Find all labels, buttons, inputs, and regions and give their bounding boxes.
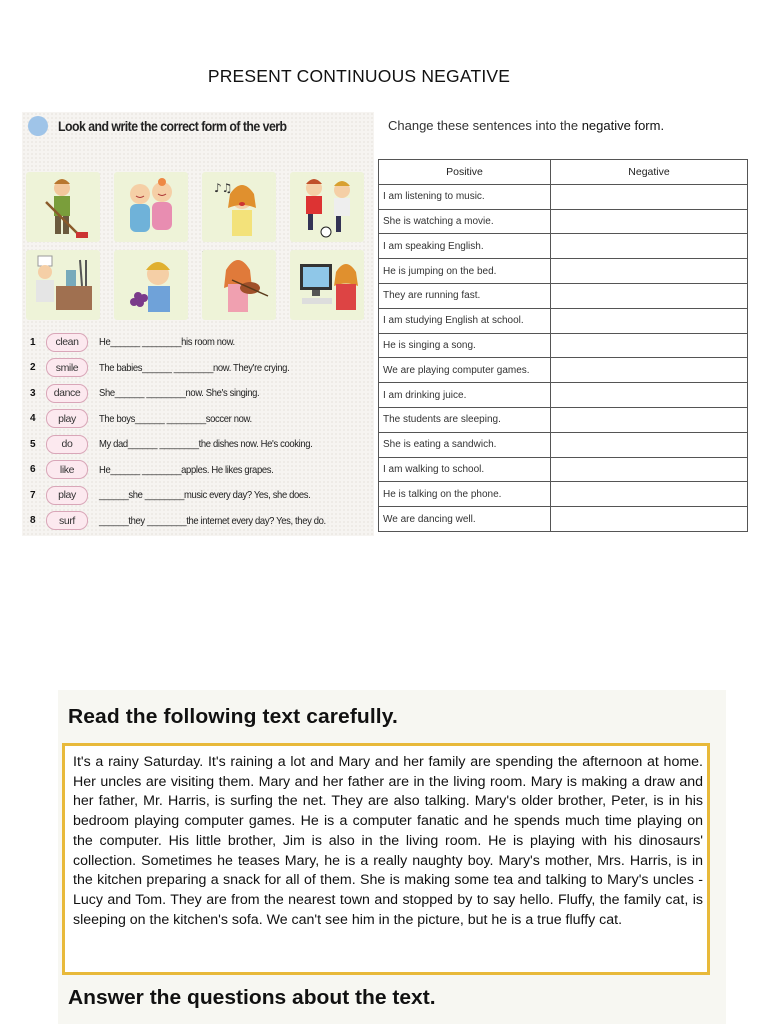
list-item: 1 clean He______ ________his room now.: [22, 332, 374, 352]
column-header-negative: Negative: [551, 160, 748, 185]
table-row: [379, 333, 748, 358]
exercise-sentence: He______ ________apples. He likes grapes.: [99, 463, 274, 476]
table-row: [379, 234, 748, 259]
picture-girl-singing: [202, 172, 276, 242]
list-item: 4 play The boys______ ________soccer now.: [22, 409, 374, 429]
table-row: [379, 457, 748, 482]
exercise-sentence: He______ ________his room now.: [99, 336, 235, 348]
verb-pill: play: [46, 486, 88, 505]
positive-cell: She is watching a movie.: [379, 209, 551, 234]
exercise-sentence: ______they ________the internet every day? Yes, they do.: [99, 514, 326, 527]
table-row: [379, 283, 748, 308]
exercise-sentence: The boys______ ________soccer now.: [99, 412, 252, 425]
table-instruction-emphasis: negative form.: [581, 118, 665, 133]
exercise-sentence: ______she ________music every day? Yes, she does.: [99, 489, 311, 501]
positive-cell: He is talking on the phone.: [379, 482, 551, 507]
positive-cell: I am speaking English.: [379, 234, 551, 259]
negative-answer-cell[interactable]: [551, 308, 748, 333]
table-row: [379, 432, 748, 457]
negative-answer-cell[interactable]: [551, 507, 748, 532]
table-row: [379, 209, 748, 234]
verb-pill: like: [46, 460, 88, 479]
svg-text:♪♫: ♪♫: [214, 181, 233, 195]
negative-answer-cell[interactable]: [551, 234, 748, 259]
picture-babies-crying: [114, 172, 188, 242]
negative-answer-cell[interactable]: [551, 333, 748, 358]
negative-answer-cell[interactable]: [551, 457, 748, 482]
exercise-sentence: My dad______ ________the dishes now. He's cooking.: [99, 438, 313, 450]
exercise-header: [28, 114, 318, 138]
table-row: [379, 383, 748, 408]
list-item: 6 like He______ ________apples. He likes grapes.: [22, 460, 374, 480]
table-row: [379, 407, 748, 432]
negative-answer-cell[interactable]: [551, 209, 748, 234]
picture-girl-violin: [202, 250, 276, 320]
positive-cell: We are dancing well.: [379, 507, 551, 532]
positive-cell: I am walking to school.: [379, 457, 551, 482]
verb-pill: play: [46, 409, 88, 428]
table-row: [379, 482, 748, 507]
column-header-positive: Positive: [379, 160, 551, 185]
reading-passage: It's a rainy Saturday. It's raining a lot and Mary and her family are spending the afternoon at home. Her uncles are visiting them. Mary and her father are in the living room. Mary is making a draw and her father, Mr. Harris, is surfing the net. They are also talking. Mary's older brother, Peter, is in his bedroom playing computer games. He is a computer fanatic and he spends much time playing on the computer. His little brother, Jim is also in the living room. He is playing with his dinosaurs' collection. Sometimes he teases Mary, he is a really naughty boy. Mary's mother, Mrs. Harris, is in the kitchen preparing a snack for all of them. She is making some tea and talking to Mary's uncles - Lucy and Tom. They are from the nearest town and stopped by to say hello. Fluffy, the family cat, is sleeping on the kitchen's sofa. We can't see him in the picture, but he is a true fluffy cat.: [73, 754, 703, 928]
verb-pill: do: [46, 435, 88, 454]
verb-pill: surf: [46, 511, 88, 530]
positive-cell: We are playing computer games.: [379, 358, 551, 383]
negative-answer-cell[interactable]: [551, 358, 748, 383]
negative-answer-cell[interactable]: [551, 407, 748, 432]
table-row: [379, 259, 748, 284]
verb-pill: smile: [46, 358, 88, 377]
picture-boys-soccer: [290, 172, 364, 242]
picture-boy-grapes: [114, 250, 188, 320]
negative-answer-cell[interactable]: [551, 383, 748, 408]
list-item: 2 smile The babies______ ________now. They're crying.: [22, 358, 374, 378]
table-instruction: Change these sentences into the negative form.: [388, 118, 665, 133]
table-row: [379, 308, 748, 333]
exercise-badge-icon: [28, 116, 48, 136]
reading-heading: Read the following text carefully.: [68, 706, 398, 728]
table-row: [379, 184, 748, 209]
list-item: 8 surf ______they ________the internet every day? Yes, they do.: [22, 511, 374, 531]
picture-grid: [22, 170, 374, 330]
list-item: 5 do My dad______ ________the dishes now. He's cooking.: [22, 434, 374, 454]
reading-text-box: [62, 743, 710, 975]
negative-answer-cell[interactable]: [551, 283, 748, 308]
positive-cell: I am studying English at school.: [379, 308, 551, 333]
page-title: PRESENT CONTINUOUS NEGATIVE: [207, 66, 511, 86]
exercise-sentence: She______ ________now. She's singing.: [99, 387, 260, 399]
positive-cell: The students are sleeping.: [379, 407, 551, 432]
positive-cell: She is eating a sandwich.: [379, 432, 551, 457]
picture-boy-cleaning: [26, 172, 100, 242]
negative-answer-cell[interactable]: [551, 184, 748, 209]
verb-exercise: [22, 112, 374, 536]
table-header-row: [379, 160, 748, 185]
list-item: 7 play ______she ________music every day? Yes, she does.: [22, 485, 374, 505]
verb-pill: clean: [46, 333, 88, 352]
picture-dad-cooking: [26, 250, 100, 320]
negative-answer-cell[interactable]: [551, 259, 748, 284]
exercise-instruction: Look and write the correct form of the verb: [58, 118, 287, 134]
exercise-sentence: The babies______ ________now. They're crying.: [99, 361, 290, 374]
list-item: 3 dance She______ ________now. She's singing.: [22, 383, 374, 403]
negative-answer-cell[interactable]: [551, 432, 748, 457]
positive-negative-table: [378, 159, 748, 532]
picture-girl-computer: [290, 250, 364, 320]
positive-cell: He is singing a song.: [379, 333, 551, 358]
table-row: [379, 507, 748, 532]
positive-cell: They are running fast.: [379, 283, 551, 308]
negative-answer-cell[interactable]: [551, 482, 748, 507]
answer-heading: Answer the questions about the text.: [68, 987, 436, 1009]
positive-cell: I am listening to music.: [379, 184, 551, 209]
verb-pill: dance: [46, 384, 88, 403]
table-row: [379, 358, 748, 383]
positive-cell: He is jumping on the bed.: [379, 259, 551, 284]
positive-cell: I am drinking juice.: [379, 383, 551, 408]
